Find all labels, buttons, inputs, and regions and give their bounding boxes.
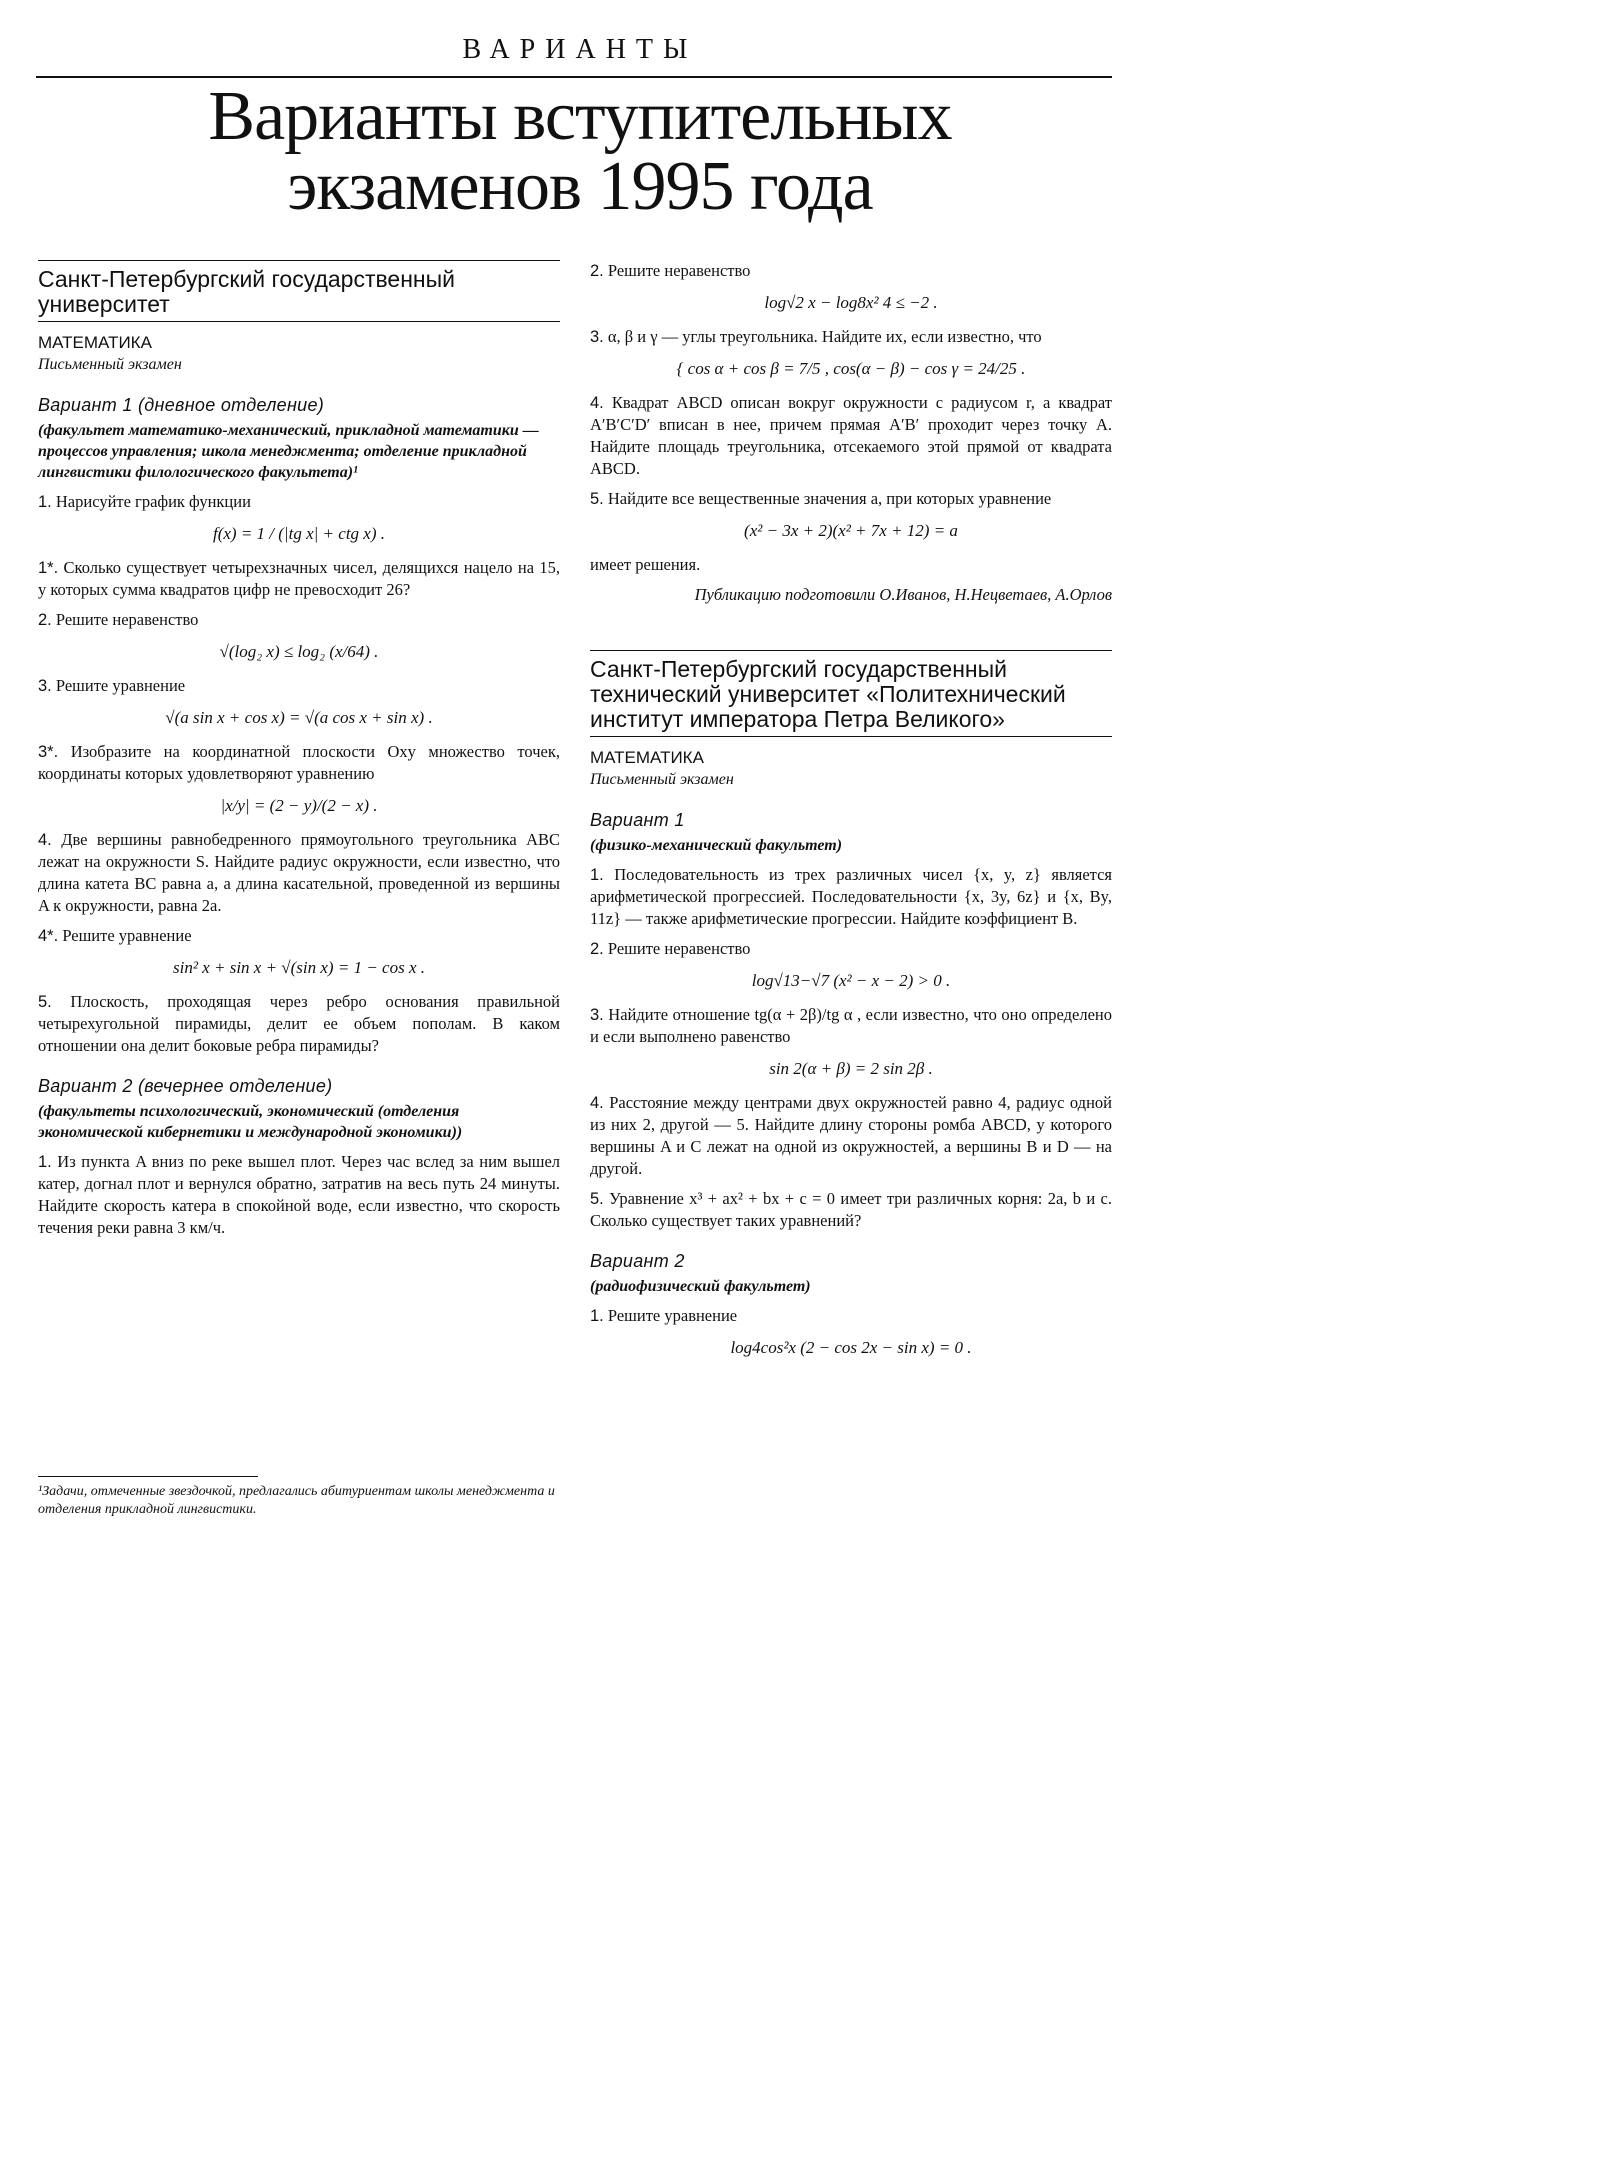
variant-title: Вариант 1 [590, 810, 685, 830]
task-item: 3. Найдите отношение tg(α + 2β)/tg α , если известно, что оно определено и если выполнено равенство [590, 1005, 1112, 1046]
variant-title: Вариант 2 (вечернее отделение) [38, 1076, 333, 1096]
right-column [590, 260, 1112, 1371]
variant-faculty: (физико-механический факультет) [590, 837, 843, 854]
credits: Публикацию подготовили О.Иванов, Н.Нецветаев, А.Орлов [694, 585, 1112, 604]
variant-faculty: (факультет математико-механический, прикладной математики — процессов управления; школа менеджмента; отделение прикладной лингвистики филологического факультета)¹ [38, 422, 539, 481]
task-item: 3. Решите уравнение [38, 676, 186, 695]
formula: f(x) = 1 / (|tg x| + ctg x) . [212, 524, 385, 543]
formula: √(a sin x + cos x) = √(a cos x + sin x) . [165, 708, 433, 727]
task-item: 1*. Сколько существует четырехзначных чисел, делящихся нацело на 15, у которых сумма квадратов цифр не превосходит 26? [38, 558, 561, 599]
task-item: 5. Найдите все вещественные значения a, при которых уравнение [590, 489, 1052, 508]
formula: log√2 x − log8x² 4 ≤ −2 . [764, 293, 938, 312]
task-item: 1. Из пункта A вниз по реке вышел плот. Через час вслед за ним вышел катер, догнал плот и вернулся обратно, затратив на весь путь 24 минуты. Найдите скорость катера в спокойной воде, если известно, что скорость течения реки равна 3 км/ч. [38, 1152, 561, 1237]
task-item: 1. Последовательность из трех различных чисел {x, y, z} является арифметической прогрессией. Последовательности {x, 3y, 6z} и {x, By, 11z} — также арифметические прогрессии. Найдите коэффициент B. [590, 865, 1112, 928]
formula: log√13−√7 (x² − x − 2) > 0 . [751, 971, 951, 990]
variant-title: Вариант 2 [590, 1251, 685, 1271]
task-item: 3. α, β и γ — углы треугольника. Найдите их, если известно, что [590, 327, 1042, 346]
task-item: 2. Решите неравенство [590, 939, 751, 958]
university-name: Санкт-Петербургский государственный университет [38, 266, 456, 317]
task-item: 4*. Решите уравнение [38, 926, 192, 945]
footnote-text: ¹Задачи, отмеченные звездочкой, предлагались абитуриентам школы менеджмента и отделения прикладной лингвистики. [38, 1484, 555, 1517]
divider [38, 321, 560, 322]
formula: |x/y| = (2 − y)/(2 − x) . [220, 796, 378, 815]
variant-title: Вариант 1 (дневное отделение) [38, 395, 325, 415]
page-title: Варианты вступительных экзаменов 1995 года [208, 78, 952, 225]
task-item: 2. Решите неравенство [590, 261, 751, 280]
divider [590, 650, 1112, 651]
section-rubric: ВАРИАНТЫ [462, 34, 698, 65]
task-item: 1. Нарисуйте график функции [38, 492, 251, 511]
left-column [38, 260, 560, 1239]
subject-heading: МАТЕМАТИКА [590, 748, 704, 767]
task-item: 4. Расстояние между центрами двух окружностей равно 4, радиус одной из них 2, другой — 5. Найдите длину стороны ромба ABCD, у которого вершины A и C лежат на одной из окружностей, а вершины B и D — на другой. [590, 1093, 1112, 1178]
task-tail: имеет решения. [590, 555, 701, 574]
task-item: 5. Уравнение x³ + ax² + bx + c = 0 имеет три различных корня: 2a, b и c. Сколько существует таких уравнений? [590, 1189, 1112, 1230]
exam-type: Письменный экзамен [590, 771, 734, 788]
university-name: Санкт-Петербургский государственный технический университет «Политехнический институт императора Петра Великого» [590, 656, 1066, 732]
task-item: 4. Квадрат ABCD описан вокруг окружности с радиусом r, а квадрат A′B′C′D′ вписан в нее, причем прямая A′B′ проходит через точку A. Найдите площадь треугольника, отсекаемого этой прямой от квадрата ABCD. [590, 393, 1113, 478]
footnote [38, 1476, 560, 1519]
exam-type: Письменный экзамен [38, 356, 182, 373]
subject-heading: МАТЕМАТИКА [38, 333, 152, 352]
formula: sin 2(α + β) = 2 sin 2β . [769, 1059, 933, 1078]
task-item: 1. Решите уравнение [590, 1306, 738, 1325]
divider [38, 260, 560, 261]
formula: sin² x + sin x + √(sin x) = 1 − cos x . [173, 958, 425, 977]
variant-faculty: (радиофизический факультет) [590, 1278, 811, 1295]
task-item: 2. Решите неравенство [38, 610, 199, 629]
formula: { cos α + cos β = 7/5 , cos(α − β) − cos γ = 24/25 . [676, 359, 1026, 378]
formula: log4cos²x (2 − cos 2x − sin x) = 0 . [730, 1338, 972, 1357]
formula: (x² − 3x + 2)(x² + 7x + 12) = a [744, 521, 958, 540]
formula: √(log₂ x) ≤ log₂ (x/64) . [219, 642, 379, 661]
task-item: 5. Плоскость, проходящая через ребро основания правильной четырехугольной пирамиды, делит ее объем пополам. В каком отношении она делит боковые ребра пирамиды? [38, 992, 561, 1055]
footnote-rule [38, 1476, 258, 1477]
task-item: 3*. Изобразите на координатной плоскости Oxy множество точек, координаты которых удовлетворяют уравнению [38, 742, 560, 783]
task-item: 4. Две вершины равнобедренного прямоугольного треугольника ABC лежат на окружности S. Найдите радиус окружности, если известно, что длина катета BC равна a, а длина касательной, проведенной из вершины A к окружности, равна 2a. [38, 830, 561, 915]
divider [590, 736, 1112, 737]
variant-faculty: (факультеты психологический, экономический (отделения экономической кибернетики и международной экономики)) [38, 1103, 463, 1141]
